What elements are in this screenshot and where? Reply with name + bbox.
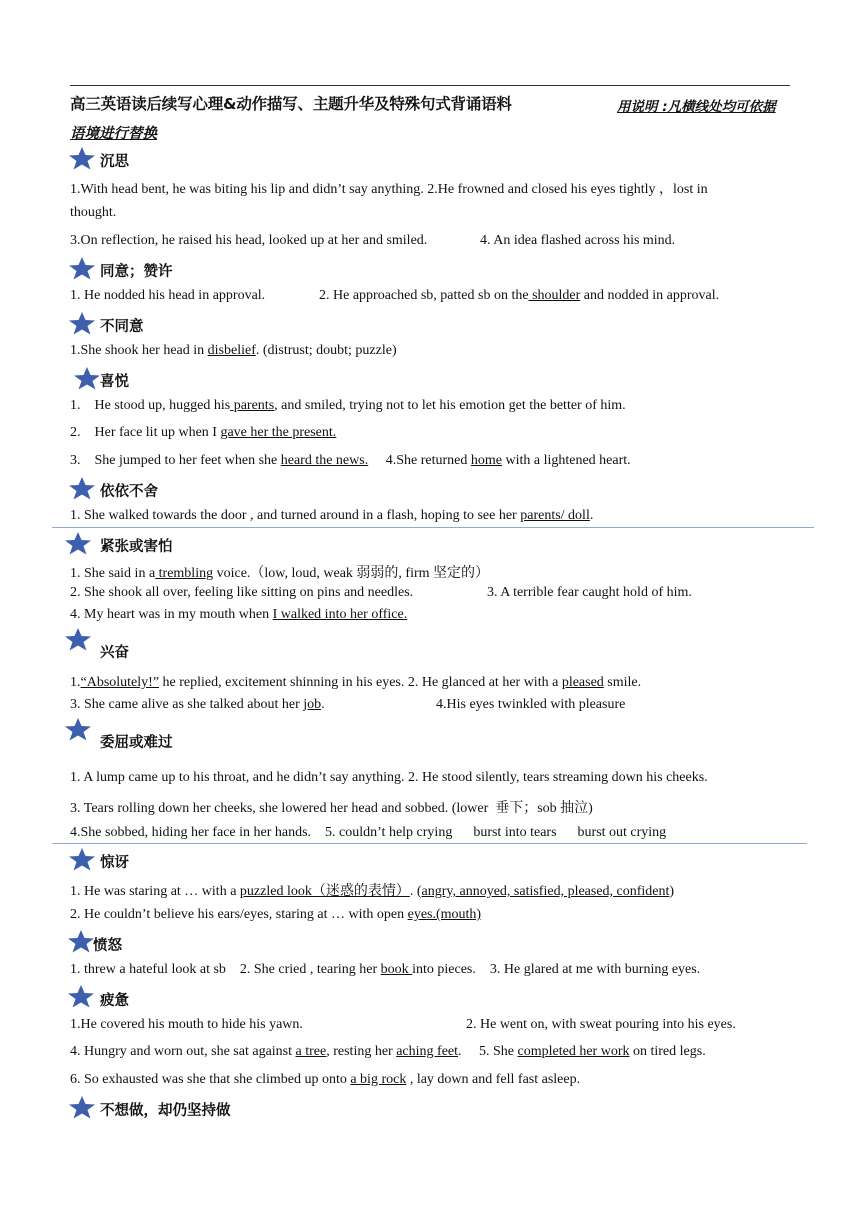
star-icon: [67, 256, 97, 280]
text-line: 1. He nodded his head in approval.: [70, 288, 266, 303]
text-line: 6. So exhausted was she that she climbed up onto a big rock , lay down and fell fast asleep.: [70, 1072, 581, 1087]
section-heading: 依依不舍: [100, 484, 158, 500]
star-icon: [63, 627, 93, 651]
text-line: 1. He was staring at … with a puzzled look（迷惑的表情）. (angry, annoyed, satisfied, pleased, confident): [70, 884, 675, 899]
text-line: 1. He stood up, hugged his parents, and smiled, trying not to let his emotion get the better of him.: [70, 398, 626, 413]
text-line: 4. My heart was in my mouth when I walked into her office.: [70, 607, 408, 622]
document-title-continued: 语境进行替换: [70, 126, 157, 142]
text-line: 2. Her face lit up when I gave her the present.: [70, 425, 337, 440]
text-line: 3. A terrible fear caught hold of him.: [487, 585, 692, 600]
text-line: 2. He approached sb, patted sb on the shoulder and nodded in approval.: [319, 288, 720, 303]
text-line: 1. She walked towards the door , and turned around in a flash, hoping to see her parents/ doll.: [70, 508, 594, 523]
section-heading: 同意；赞许: [100, 264, 173, 280]
section-heading: 委屈或难过: [100, 735, 173, 751]
star-icon: [67, 146, 97, 170]
text-line: 2. He went on, with sweat pouring into his eyes.: [466, 1017, 736, 1032]
star-icon: [66, 984, 96, 1008]
section-heading: 沉思: [100, 154, 129, 170]
star-icon: [72, 366, 102, 390]
text-line: 1. She said in a trembling voice.（low, loud, weak 弱弱的, firm 坚定的）: [70, 566, 490, 581]
section-heading: 紧张或害怕: [100, 539, 173, 555]
divider: [52, 843, 807, 844]
text-line: 1.He covered his mouth to hide his yawn.: [70, 1017, 303, 1032]
section-heading: 不同意: [100, 319, 144, 335]
text-line: 4.She sobbed, hiding her face in her hands. 5. couldn’t help crying burst into tears burst out crying: [70, 825, 667, 840]
section-heading: 惊讶: [100, 855, 129, 871]
text-line: 1.“Absolutely!” he replied, excitement shinning in his eyes. 2. He glanced at her with a pleased smile.: [70, 675, 642, 690]
star-icon: [67, 847, 97, 871]
text-line: 2. He couldn’t believe his ears/eyes, staring at … with open eyes.(mouth): [70, 907, 482, 922]
text-line: 2. She shook all over, feeling like sitting on pins and needles.: [70, 585, 414, 600]
text-line: 3.On reflection, he raised his head, looked up at her and smiled.: [70, 233, 428, 248]
text-line: 1.With head bent, he was biting his lip and didn’t say anything. 2.He frowned and closed his eyes tightly ，lost in: [70, 182, 708, 197]
usage-note: 用说明 :凡横线处均可依据: [617, 99, 776, 115]
text-line: 4. An idea flashed across his mind.: [480, 233, 676, 248]
text-line: 3. Tears rolling down her cheeks, she lowered her head and sobbed. (lower 垂下；sob 抽泣): [70, 801, 593, 816]
star-icon: [67, 476, 97, 500]
divider: [52, 527, 814, 528]
text-line: 1. A lump came up to his throat, and he didn’t say anything. 2. He stood silently, tears streaming down his cheeks.: [70, 770, 708, 785]
top-rule: [70, 85, 790, 86]
text-line: 1. threw a hateful look at sb 2. She cried , tearing her book into pieces. 3. He glared at me with burning eyes.: [70, 962, 701, 977]
text-line: 3. She jumped to her feet when she heard the news. 4.She returned home with a lightened heart.: [70, 453, 631, 468]
section-heading: 疲惫: [100, 993, 129, 1009]
text-line: 1.She shook her head in disbelief. (distrust; doubt; puzzle): [70, 343, 397, 358]
text-line: 3. She came alive as she talked about her job.: [70, 697, 325, 712]
section-heading: 不想做，却仍坚持做: [100, 1103, 231, 1119]
section-heading: 愤怒: [93, 938, 122, 954]
star-icon: [63, 717, 93, 741]
text-line: 4. Hungry and worn out, she sat against a tree, resting her aching feet. 5. She completed her work on tired legs.: [70, 1044, 706, 1059]
document-title: 高三英语读后续写心理&动作描写、主题升华及特殊句式背诵语料: [70, 95, 512, 113]
star-icon: [63, 531, 93, 555]
text-line: thought.: [70, 205, 117, 220]
star-icon: [67, 311, 97, 335]
section-heading: 兴奋: [100, 645, 129, 661]
star-icon: [66, 929, 96, 953]
text-line: 4.His eyes twinkled with pleasure: [436, 697, 626, 712]
star-icon: [67, 1095, 97, 1119]
section-heading: 喜悦: [100, 374, 129, 390]
